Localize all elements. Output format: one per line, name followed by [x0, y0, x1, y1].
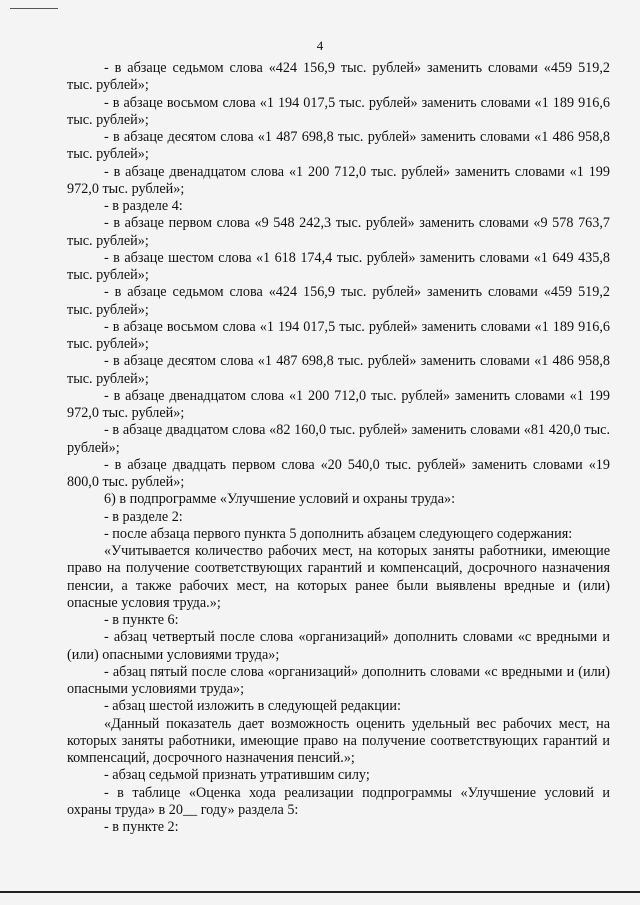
- paragraph: - после абзаца первого пункта 5 дополнить абзацем следующего содержания:: [104, 525, 573, 542]
- paragraph: - в абзаце седьмом слова «424 156,9 тыс. рублей» заменить словами «459 519,2 тыс. рублей»;: [67, 60, 610, 94]
- paragraph: - в таблице «Оценка хода реализации подпрограммы «Улучшение условий и охраны труда» в 20__ году» раздела 5:: [67, 784, 610, 818]
- paragraph: - абзац седьмой признать утратившим силу;: [104, 767, 370, 784]
- paragraph: - в абзаце седьмом слова «424 156,9 тыс. рублей» заменить словами «459 519,2 тыс. рублей»;: [67, 284, 610, 318]
- paragraph: - в абзаце шестом слова «1 618 174,4 тыс. рублей» заменить словами «1 649 435,8 тыс. рублей»;: [67, 249, 610, 283]
- paragraph: - в абзаце двенадцатом слова «1 200 712,0 тыс. рублей» заменить словами «1 199 972,0 тыс. рублей»;: [67, 163, 610, 197]
- bottom-rule: [0, 891, 640, 893]
- paragraph: - абзац шестой изложить в следующей редакции:: [104, 698, 401, 715]
- paragraph: 6) в подпрограмме «Улучшение условий и охраны труда»:: [104, 491, 456, 508]
- paragraph: - в абзаце восьмом слова «1 194 017,5 тыс. рублей» заменить словами «1 189 916,6 тыс. рублей»;: [67, 94, 610, 128]
- top-rule: [10, 8, 58, 9]
- paragraph: - в пункте 2:: [104, 819, 179, 835]
- paragraph: «Учитывается количество рабочих мест, на которых заняты работники, имеющие право на получение соответствующих гарантий и компенсаций, досрочного назначения пенсии, а также рабочих мест, на которых ранее были выявлены вредные и (или) опасные условия труда.»;: [67, 543, 610, 611]
- paragraph: - в разделе 2:: [104, 508, 183, 525]
- paragraph: - в абзаце восьмом слова «1 194 017,5 тыс. рублей» заменить словами «1 189 916,6 тыс. рублей»;: [67, 318, 610, 352]
- paragraph: - в абзаце двенадцатом слова «1 200 712,0 тыс. рублей» заменить словами «1 199 972,0 тыс. рублей»;: [67, 387, 610, 421]
- page-number: 4: [316, 38, 324, 53]
- paragraph: - в разделе 4:: [104, 198, 183, 214]
- paragraph: - абзац пятый после слова «организаций» дополнить словами «с вредными и (или) опасными условиями труда»;: [67, 663, 610, 697]
- document-body: [67, 60, 610, 836]
- paragraph: - в абзаце десятом слова «1 487 698,8 тыс. рублей» заменить словами «1 486 958,8 тыс. рублей»;: [67, 129, 610, 163]
- paragraph: «Данный показатель дает возможность оценить удельный вес рабочих мест, на которых заняты работники, имеющие право на получение соответствующих гарантий и компенсаций, досрочного назначения пенсий.»;: [67, 715, 610, 766]
- paragraph: - в абзаце десятом слова «1 487 698,8 тыс. рублей» заменить словами «1 486 958,8 тыс. рублей»;: [67, 353, 610, 387]
- paragraph: - в абзаце двадцатом слова «82 160,0 тыс. рублей» заменить словами «81 420,0 тыс. рублей»;: [67, 422, 610, 456]
- paragraph: - в пункте 6:: [104, 612, 179, 628]
- paragraph: - в абзаце двадцать первом слова «20 540,0 тыс. рублей» заменить словами «19 800,0 тыс. рублей»;: [67, 456, 610, 490]
- paragraph: - абзац четвертый после слова «организаций» дополнить словами «с вредными и (или) опасными условиями труда»;: [67, 629, 610, 663]
- paragraph: - в абзаце первом слова «9 548 242,3 тыс. рублей» заменить словами «9 578 763,7 тыс. рублей»;: [67, 215, 610, 249]
